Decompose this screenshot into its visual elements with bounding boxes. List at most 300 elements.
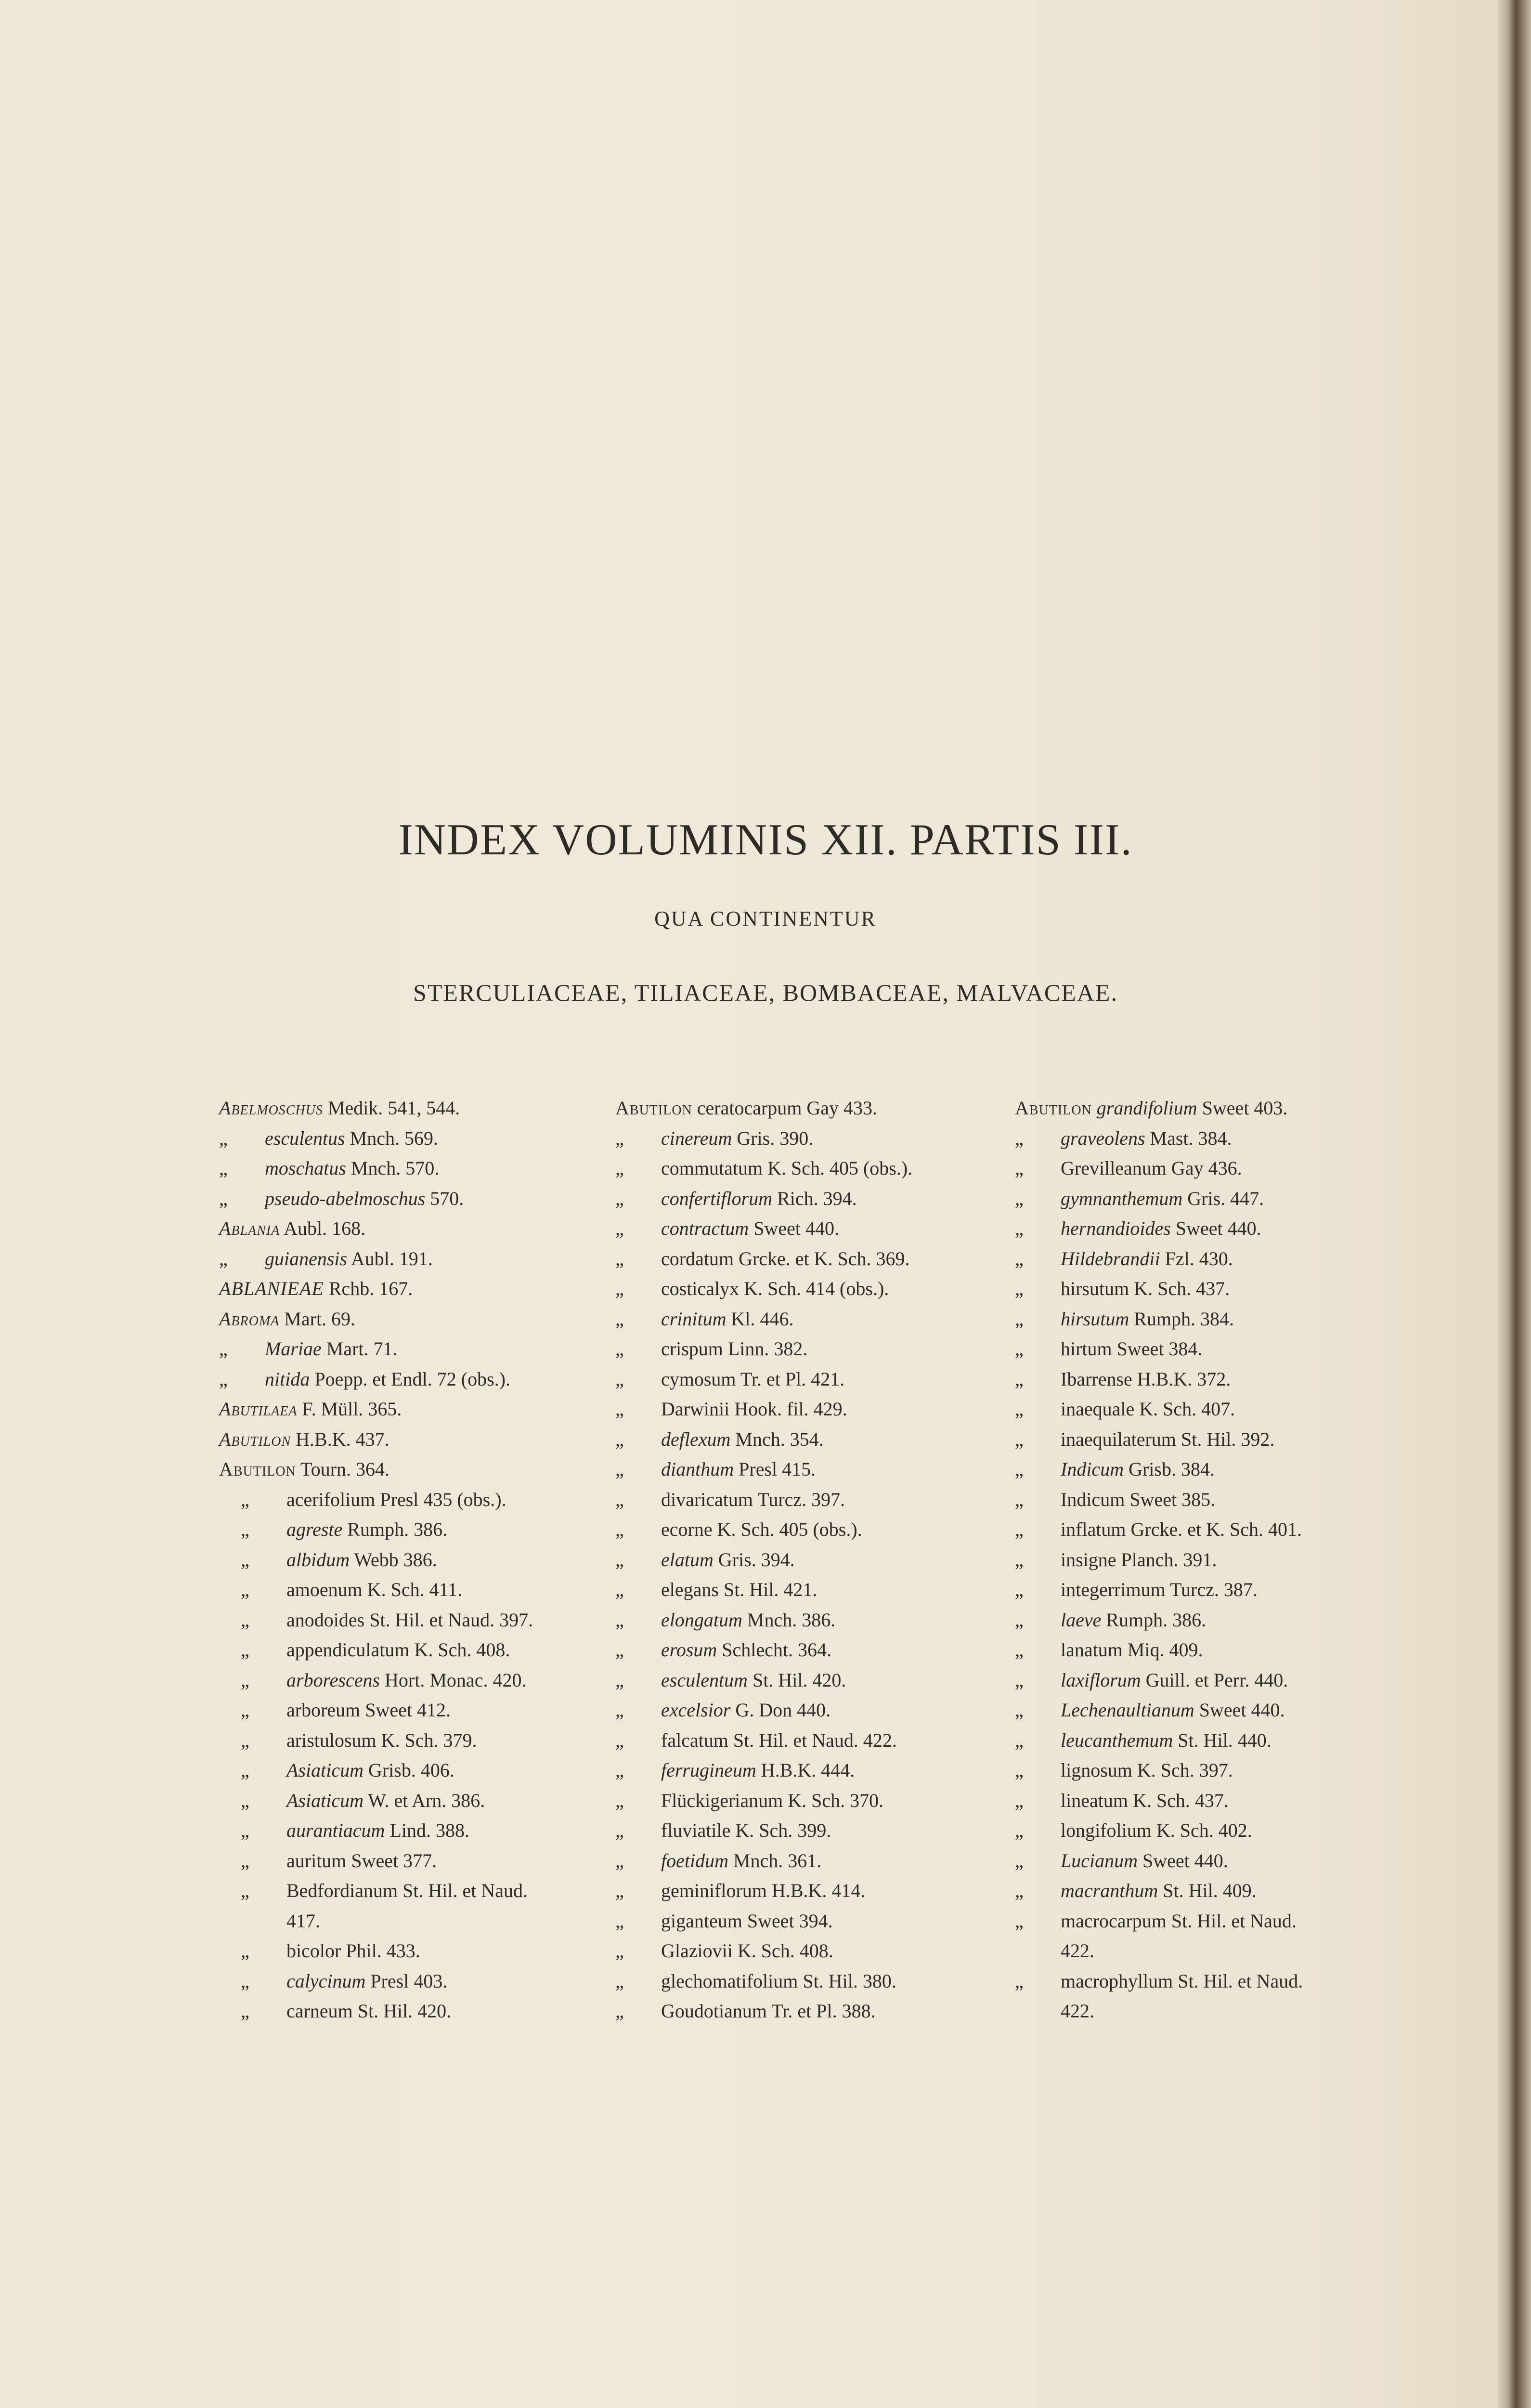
ditto-mark: „	[1015, 1669, 1024, 1691]
species-name: gymnanthemum	[1061, 1187, 1183, 1209]
species-name: bicolor	[286, 1940, 341, 1962]
index-entry	[219, 1876, 633, 1936]
ditto-mark: „	[1015, 1217, 1024, 1239]
index-entry	[1015, 1575, 1429, 1605]
author-reference: K. Sch. 437.	[1134, 1278, 1230, 1299]
species-name: glechomatifolium	[661, 1970, 798, 1992]
species-name: Hildebrandii	[1061, 1247, 1160, 1269]
ditto-mark: „	[219, 1157, 228, 1179]
ditto-mark: „	[241, 1488, 249, 1510]
author-reference: K. Sch. 411.	[367, 1579, 463, 1600]
index-entry	[615, 1334, 1029, 1364]
index-entry	[219, 1545, 633, 1575]
species-name: aurantiacum	[286, 1819, 385, 1841]
author-reference: Gay 436.	[1171, 1157, 1242, 1179]
index-entry	[1015, 1425, 1429, 1455]
index-entry	[219, 1605, 633, 1636]
genus-name: Abroma	[219, 1308, 280, 1330]
author-reference: H.B.K. 444.	[761, 1759, 855, 1781]
species-name: leucanthemum	[1061, 1729, 1173, 1751]
ditto-mark: „	[241, 1669, 249, 1691]
ditto-mark: „	[615, 1729, 624, 1751]
index-entry	[615, 1605, 1029, 1636]
index-entry	[1015, 1214, 1429, 1244]
ditto-mark: „	[1015, 1308, 1024, 1330]
index-entry	[1015, 1124, 1429, 1154]
index-entry	[219, 1274, 633, 1304]
index-entry	[219, 1244, 633, 1274]
species-name: integerrimum	[1061, 1579, 1166, 1600]
ditto-mark: „	[241, 1819, 249, 1841]
ditto-mark: „	[615, 1488, 624, 1510]
species-name: inaequale	[1061, 1398, 1135, 1420]
species-name: deflexum	[661, 1428, 731, 1450]
index-entry	[615, 1153, 1029, 1184]
index-entry	[615, 1786, 1029, 1816]
species-name: laxiflorum	[1061, 1669, 1141, 1691]
author-reference: St. Hil. 421.	[723, 1579, 817, 1600]
author-reference: St. Hil. et Naud.	[402, 1880, 528, 1901]
ditto-mark: „	[615, 1970, 624, 1992]
genus-name: Abutilon	[1015, 1097, 1092, 1119]
author-reference: St. Hil. et Naud. 397.	[369, 1609, 533, 1631]
ditto-mark: „	[1015, 1819, 1024, 1841]
author-reference: Sweet 440.	[1142, 1849, 1228, 1871]
species-name: hirtum	[1061, 1338, 1112, 1360]
ditto-mark: „	[1015, 1609, 1024, 1631]
species-name: Grevilleanum	[1061, 1157, 1167, 1179]
author-reference: W. et Arn. 386.	[368, 1789, 485, 1811]
index-entry	[219, 1786, 633, 1816]
species-name: confertiflorum	[661, 1187, 773, 1209]
author-reference: Poepp. et Endl. 72 (obs.).	[314, 1368, 510, 1390]
ditto-mark: „	[615, 1849, 624, 1871]
index-entry	[1015, 1334, 1429, 1364]
author-reference: Turcz. 397.	[757, 1488, 845, 1510]
species-name: Flückigerianum	[661, 1789, 783, 1811]
species-name: aristulosum	[286, 1729, 376, 1751]
author-reference: Sweet 377.	[351, 1849, 437, 1871]
author-reference: Mnch. 354.	[735, 1428, 824, 1450]
ditto-mark: „	[615, 1669, 624, 1691]
species-name: Indicum	[1061, 1488, 1125, 1510]
index-entry	[219, 1816, 633, 1846]
species-name: agreste	[286, 1518, 343, 1540]
author-reference: Lind. 388.	[389, 1819, 469, 1841]
ditto-mark: „	[615, 1880, 624, 1901]
author-reference: Mast. 384.	[1150, 1127, 1232, 1149]
ditto-mark: „	[241, 1759, 249, 1781]
index-entry	[1015, 1545, 1429, 1575]
ditto-mark: „	[241, 1849, 249, 1871]
ditto-mark: „	[615, 1157, 624, 1179]
author-reference: Rich. 394.	[777, 1187, 857, 1209]
author-reference: H.B.K. 372.	[1137, 1368, 1231, 1390]
species-name: macranthum	[1061, 1880, 1158, 1901]
species-name: guianensis	[265, 1247, 348, 1269]
author-reference: Guill. et Perr. 440.	[1145, 1669, 1288, 1691]
index-entry	[1015, 1635, 1429, 1665]
ditto-mark: „	[1015, 1729, 1024, 1751]
index-entry	[1015, 1665, 1429, 1696]
species-name: commutatum	[661, 1157, 763, 1179]
author-reference: Sweet 403.	[1202, 1097, 1288, 1119]
ditto-mark: „	[615, 1428, 624, 1450]
author-reference: K. Sch. 379.	[381, 1729, 477, 1751]
author-reference: Presl 415.	[739, 1458, 816, 1480]
index-entry	[1015, 1485, 1429, 1515]
index-entry	[219, 1936, 633, 1966]
index-entry	[219, 1695, 633, 1726]
species-name: moschatus	[265, 1157, 346, 1179]
author-reference: Grisb. 406.	[368, 1759, 454, 1781]
species-name: crispum	[661, 1338, 723, 1360]
ditto-mark: „	[241, 1699, 249, 1721]
index-entry	[615, 1635, 1029, 1665]
author-reference: K. Sch. 405 (obs.).	[717, 1518, 862, 1540]
author-reference: Fzl. 430.	[1165, 1247, 1233, 1269]
ditto-mark: „	[615, 1819, 624, 1841]
index-entry	[1015, 1454, 1429, 1485]
author-reference: K. Sch. 405 (obs.).	[767, 1157, 913, 1179]
species-name: falcatum	[661, 1729, 728, 1751]
author-reference: Aubl. 191.	[350, 1247, 433, 1269]
species-name: Bedfordianum	[286, 1880, 398, 1901]
author-reference: Phil. 433.	[346, 1940, 420, 1962]
ditto-mark: „	[615, 1278, 624, 1299]
author-reference: Linn. 382.	[727, 1338, 808, 1360]
index-entry	[1015, 1244, 1429, 1274]
ditto-mark: „	[1015, 1579, 1024, 1600]
index-entry	[219, 1755, 633, 1786]
index-entry	[1015, 1755, 1429, 1786]
author-reference: Mart. 69.	[284, 1308, 356, 1330]
author-reference: K. Sch. 414 (obs.).	[744, 1278, 889, 1299]
index-entry	[615, 1695, 1029, 1726]
genus-name: Abutilon	[615, 1097, 692, 1119]
author-reference: St. Hil. 409.	[1163, 1880, 1257, 1901]
index-entry	[1015, 1695, 1429, 1726]
author-reference: Grcke. et K. Sch. 369.	[739, 1247, 910, 1269]
ditto-mark: „	[615, 1699, 624, 1721]
index-entry	[219, 1575, 633, 1605]
ditto-mark: „	[615, 1127, 624, 1149]
species-name: elegans	[661, 1579, 719, 1600]
species-name: acerifolium	[286, 1488, 376, 1510]
index-entry	[219, 1635, 633, 1665]
ditto-mark: „	[241, 1518, 249, 1540]
species-name: giganteum	[661, 1910, 742, 1932]
author-reference: St. Hil. 440.	[1178, 1729, 1272, 1751]
index-entry	[615, 1515, 1029, 1545]
index-entry	[615, 1425, 1029, 1455]
ditto-mark: „	[241, 1880, 249, 1901]
ditto-mark: „	[1015, 1849, 1024, 1871]
author-reference: K. Sch. 408.	[414, 1639, 510, 1661]
species-name: cinereum	[661, 1127, 732, 1149]
ditto-mark: „	[615, 1308, 624, 1330]
index-entry	[219, 1093, 633, 1124]
author-reference: Sweet 385.	[1129, 1488, 1216, 1510]
author-reference: F. Müll. 365.	[302, 1398, 402, 1420]
ditto-mark: „	[241, 2000, 249, 2022]
index-entry	[1015, 1153, 1429, 1184]
species-name: hernandioides	[1061, 1217, 1171, 1239]
author-reference: Presl 435 (obs.).	[380, 1488, 506, 1510]
ditto-mark: „	[615, 1639, 624, 1661]
index-entry	[1015, 1515, 1429, 1545]
ditto-mark: „	[219, 1187, 228, 1209]
ditto-mark: „	[219, 1368, 228, 1390]
ditto-mark: „	[241, 1609, 249, 1631]
species-name: Mariae	[265, 1338, 322, 1360]
species-name: insigne	[1061, 1548, 1116, 1570]
index-entry	[1015, 1394, 1429, 1425]
ditto-mark: „	[219, 1338, 228, 1360]
species-name: erosum	[661, 1639, 717, 1661]
species-name: ecorne	[661, 1518, 713, 1540]
index-entry	[219, 1364, 633, 1395]
ditto-mark: „	[615, 1910, 624, 1932]
species-name: auritum	[286, 1849, 347, 1871]
author-reference: K. Sch. 397.	[1137, 1759, 1233, 1781]
species-name: albidum	[286, 1548, 350, 1570]
index-entry	[219, 1184, 633, 1214]
species-name: crinitum	[661, 1308, 727, 1330]
author-reference: K. Sch. 407.	[1139, 1398, 1235, 1420]
ditto-mark: „	[1015, 1488, 1024, 1510]
index-entry	[219, 1425, 633, 1455]
ditto-mark: „	[615, 1398, 624, 1420]
species-name: Lucianum	[1061, 1849, 1138, 1871]
author-reference: St. Hil. et Naud.	[1178, 1970, 1303, 1992]
species-name: geminiflorum	[661, 1880, 767, 1901]
index-entry	[219, 1153, 633, 1184]
author-reference-continued: 422.	[1061, 2000, 1094, 2022]
species-name: macrocarpum	[1061, 1910, 1167, 1932]
author-reference: Rumph. 386.	[1106, 1609, 1207, 1631]
genus-name: Abutilaea	[219, 1398, 298, 1420]
ditto-mark: „	[1015, 1970, 1024, 1992]
index-entry	[615, 1214, 1029, 1244]
author-reference: Sweet 440.	[753, 1217, 839, 1239]
species-name: excelsior	[661, 1699, 731, 1721]
author-reference: Grisb. 384.	[1129, 1458, 1215, 1480]
index-entry	[219, 1394, 633, 1425]
species-name: lineatum	[1061, 1789, 1128, 1811]
ditto-mark: „	[615, 1579, 624, 1600]
page-edge	[1497, 0, 1531, 2408]
author-reference: 570.	[430, 1187, 464, 1209]
species-name: cordatum	[661, 1247, 734, 1269]
author-reference: Grcke. et K. Sch. 401.	[1130, 1518, 1302, 1540]
species-name: calycinum	[286, 1970, 366, 1992]
genus-name: Abutilon	[219, 1458, 296, 1480]
author-reference: H.B.K. 437.	[296, 1428, 389, 1450]
author-reference: Sweet 440.	[1199, 1699, 1285, 1721]
index-entry	[615, 1575, 1029, 1605]
genus-name: ABLANIEAE	[219, 1278, 324, 1299]
species-name: Goudotianum	[661, 2000, 767, 2022]
index-entry	[1015, 1876, 1429, 1906]
author-reference: Mnch. 361.	[733, 1849, 822, 1871]
ditto-mark: „	[615, 1247, 624, 1269]
ditto-mark: „	[615, 1368, 624, 1390]
species-name: appendiculatum	[286, 1639, 410, 1661]
author-reference: Gris. 447.	[1187, 1187, 1264, 1209]
ditto-mark: „	[241, 1970, 249, 1992]
index-entry	[1015, 1184, 1429, 1214]
species-name: longifolium	[1061, 1819, 1152, 1841]
author-reference: Mnch. 569.	[350, 1127, 438, 1149]
ditto-mark: „	[615, 1217, 624, 1239]
author-reference: St. Hil. et Naud. 422.	[733, 1729, 897, 1751]
species-name: carneum	[286, 2000, 353, 2022]
ditto-mark: „	[615, 1187, 624, 1209]
ditto-mark: „	[241, 1639, 249, 1661]
index-entry	[1015, 1906, 1429, 1966]
ditto-mark: „	[615, 1609, 624, 1631]
species-name: grandifolium	[1096, 1097, 1197, 1119]
index-entry	[615, 1244, 1029, 1274]
author-reference: K. Sch. 402.	[1156, 1819, 1252, 1841]
ditto-mark: „	[1015, 1187, 1024, 1209]
author-reference: Medik. 541, 544.	[327, 1097, 460, 1119]
ditto-mark: „	[241, 1940, 249, 1962]
author-reference: Planch. 391.	[1121, 1548, 1217, 1570]
ditto-mark: „	[615, 1518, 624, 1540]
index-entry	[219, 1846, 633, 1876]
species-name: Ibarrense	[1061, 1368, 1132, 1390]
index-entry	[219, 1996, 633, 2027]
index-entry	[615, 1485, 1029, 1515]
index-entry	[1015, 1274, 1429, 1304]
ditto-mark: „	[1015, 1127, 1024, 1149]
author-reference: Gris. 394.	[718, 1548, 795, 1570]
index-entry	[1015, 1816, 1429, 1846]
index-column-3	[1015, 1093, 1429, 2027]
species-name: arborescens	[286, 1669, 380, 1691]
author-reference-continued: 422.	[1061, 1940, 1094, 1962]
index-entry	[1015, 1364, 1429, 1395]
species-name: ferrugineum	[661, 1759, 756, 1781]
index-entry	[615, 1093, 1029, 1124]
index-entry	[615, 1124, 1029, 1154]
author-reference: St. Hil. 380.	[803, 1970, 896, 1992]
author-reference: Rumph. 384.	[1134, 1308, 1234, 1330]
author-reference: Tourn. 364.	[300, 1458, 390, 1480]
species-name: lanatum	[1061, 1639, 1123, 1661]
page-subtitle: QUA CONTINENTUR	[654, 907, 877, 930]
index-entry	[219, 1485, 633, 1515]
index-entry	[615, 1966, 1029, 1997]
species-name: cymosum	[661, 1368, 736, 1390]
author-reference: St. Hil. 420.	[357, 2000, 452, 2022]
author-reference: K. Sch. 437.	[1132, 1789, 1229, 1811]
author-reference-continued: 417.	[286, 1910, 320, 1932]
author-reference: Turcz. 387.	[1170, 1579, 1258, 1600]
index-entry	[1015, 1726, 1429, 1756]
species-name: nitida	[265, 1368, 310, 1390]
species-name: pseudo-abelmoschus	[265, 1187, 426, 1209]
ditto-mark: „	[615, 1338, 624, 1360]
species-name: arboreum	[286, 1699, 361, 1721]
ditto-mark: „	[615, 1458, 624, 1480]
species-name: Lechenaultianum	[1061, 1699, 1194, 1721]
species-name: anodoides	[286, 1609, 365, 1631]
index-entry	[615, 1846, 1029, 1876]
index-entry	[615, 1545, 1029, 1575]
species-name: divaricatum	[661, 1488, 753, 1510]
species-name: costicalyx	[661, 1278, 740, 1299]
index-entry	[219, 1454, 633, 1485]
genus-name: Abutilon	[219, 1428, 291, 1450]
ditto-mark: „	[1015, 1759, 1024, 1781]
page-title: INDEX VOLUMINIS XII. PARTIS III.	[398, 815, 1133, 864]
species-name: amoenum	[286, 1579, 363, 1600]
index-entry	[219, 1665, 633, 1696]
author-reference: St. Hil. 420.	[752, 1669, 846, 1691]
author-reference: Sweet 384.	[1116, 1338, 1203, 1360]
species-name: hirsutum	[1061, 1278, 1129, 1299]
index-entry	[615, 1304, 1029, 1335]
index-entry	[219, 1304, 633, 1335]
species-name: ceratocarpum	[697, 1097, 802, 1119]
index-entry	[615, 1816, 1029, 1846]
genus-name: Abelmoschus	[219, 1097, 323, 1119]
index-entry	[1015, 1304, 1429, 1335]
species-name: Darwinii	[661, 1398, 730, 1420]
author-reference: K. Sch. 370.	[788, 1789, 884, 1811]
author-reference: Tr. et Pl. 421.	[740, 1368, 845, 1390]
species-name: foetidum	[661, 1849, 728, 1871]
author-reference: G. Don 440.	[735, 1699, 831, 1721]
species-name: hirsutum	[1061, 1308, 1129, 1330]
author-reference: Mnch. 570.	[350, 1157, 440, 1179]
index-entry	[1015, 1846, 1429, 1876]
ditto-mark: „	[241, 1548, 249, 1570]
index-entry	[615, 1755, 1029, 1786]
ditto-mark: „	[615, 1548, 624, 1570]
index-entry	[615, 1996, 1029, 2027]
author-reference: Sweet 394.	[747, 1910, 833, 1932]
author-reference: Rumph. 386.	[347, 1518, 448, 1540]
index-entry	[615, 1364, 1029, 1395]
index-entry	[615, 1184, 1029, 1214]
index-entry	[615, 1394, 1029, 1425]
ditto-mark: „	[1015, 1789, 1024, 1811]
author-reference: Aubl. 168.	[284, 1217, 366, 1239]
index-column-2	[615, 1093, 1029, 2027]
index-entry	[219, 1966, 633, 1997]
species-name: inaequilaterum	[1061, 1428, 1176, 1450]
ditto-mark: „	[219, 1247, 228, 1269]
ditto-mark: „	[1015, 1278, 1024, 1299]
author-reference: Miq. 409.	[1127, 1639, 1203, 1661]
author-reference: Hort. Monac. 420.	[385, 1669, 527, 1691]
families-heading: STERCULIACEAE, TILIACEAE, BOMBACEAE, MALVACEAE.	[413, 979, 1118, 1006]
index-entry	[615, 1906, 1029, 1937]
species-name: esculentus	[265, 1127, 345, 1149]
author-reference: Rchb. 167.	[328, 1278, 413, 1299]
index-entry	[615, 1876, 1029, 1906]
ditto-mark: „	[1015, 1518, 1024, 1540]
index-entry	[219, 1726, 633, 1756]
index-column-1	[219, 1093, 633, 2027]
index-entry	[615, 1936, 1029, 1966]
author-reference: H.B.K. 414.	[771, 1880, 866, 1901]
author-reference: Gay 433.	[806, 1097, 878, 1119]
